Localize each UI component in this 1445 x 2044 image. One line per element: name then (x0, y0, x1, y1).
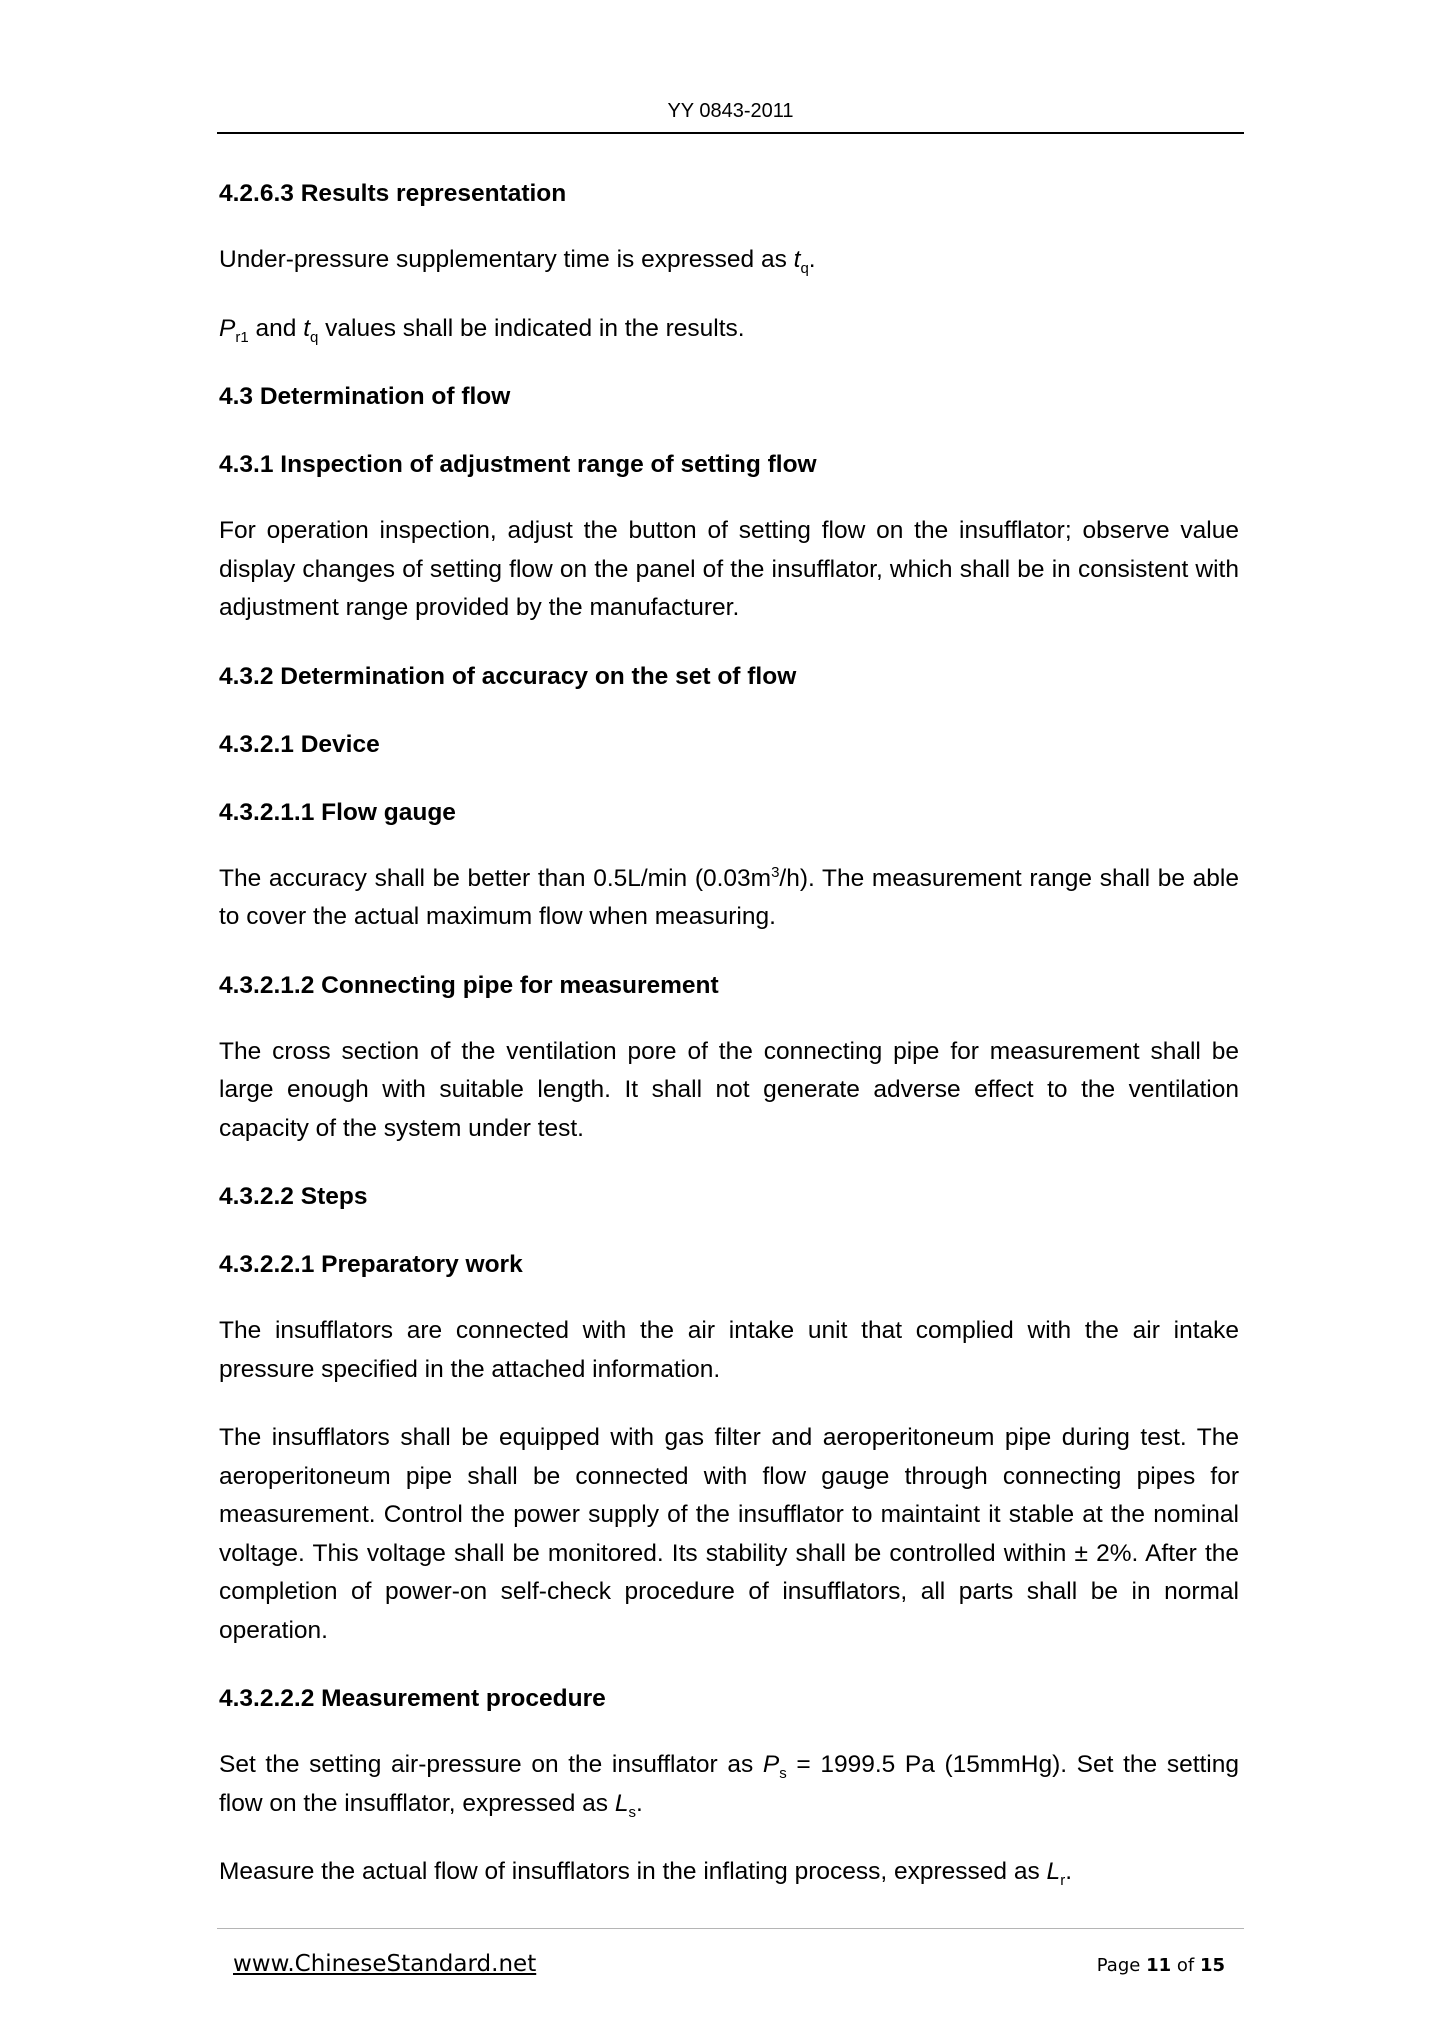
paragraph-adjustment-range: For operation inspection, adjust the button of setting flow on the insufflator; observe value display changes of setting flow on the panel of the insufflator, which shall be in consistent with adjustment range provided by the manufacturer. (219, 517, 1239, 621)
paragraph-results-2 (219, 310, 1239, 349)
page-number (1097, 1955, 1225, 1976)
footer-divider (217, 1928, 1244, 1929)
heading-4-3-2-2-2: 4.3.2.2.2 Measurement procedure (219, 1685, 606, 1712)
heading-4-3-2-2-1: 4.3.2.2.1 Preparatory work (219, 1251, 523, 1278)
variable-l: L (614, 1789, 629, 1817)
variable-l: L (1046, 1858, 1061, 1885)
text-fragment: Measure the actual flow of insufflators in the inflating process, expressed as (219, 1858, 1047, 1885)
text-fragment: . (636, 1789, 643, 1817)
superscript-3: 3 (771, 863, 780, 881)
heading-4-3-2-1-1: 4.3.2.1.1 Flow gauge (219, 798, 456, 826)
variable-t: t (793, 246, 801, 273)
variable-p: P (219, 314, 236, 342)
document-body (219, 175, 1239, 1892)
document-code: YY 0843-2011 (667, 100, 794, 122)
paragraph-flow-gauge (219, 860, 1239, 937)
page-total: 15 (1199, 1955, 1225, 1976)
text-fragment: Under-pressure supplementary time is expressed as (219, 246, 794, 273)
heading-4-3-1: 4.3.1 Inspection of adjustment range of setting flow (219, 451, 817, 478)
paragraph-results-1 (219, 241, 1239, 280)
variable-t: t (303, 314, 310, 342)
text-fragment: . (1065, 1858, 1072, 1885)
heading-4-3-2-1-2: 4.3.2.1.2 Connecting pipe for measurement (219, 971, 719, 999)
page-header (217, 100, 1244, 134)
subscript-r1: r1 (235, 328, 249, 346)
subscript-q: q (310, 328, 319, 346)
paragraph-connecting-pipe: The cross section of the ventilation pore of the connecting pipe for measurement shall be large enough with suitable length. It shall not generate adverse effect to the ventilation capacity of the system under test. (219, 1037, 1239, 1142)
heading-4-3-2: 4.3.2 Determination of accuracy on the set of flow (219, 662, 797, 690)
text-fragment: The accuracy shall be better than 0.5L/min (0.03m (219, 864, 772, 892)
paragraph-measurement-1 (219, 1746, 1239, 1823)
heading-4-3-2-2: 4.3.2.2 Steps (219, 1183, 368, 1210)
text-fragment: . (808, 246, 816, 273)
text-fragment: /h). The measurement range shall be able to cover the actual maximum flow when measuring. (219, 864, 1239, 930)
text-fragment: = 1999.5 Pa (15mmHg). Set the setting flow on the insufflator, expressed as (219, 1751, 1239, 1817)
paragraph-measurement-2 (219, 1853, 1239, 1892)
paragraph-preparatory-2: The insufflators shall be equipped with gas filter and aeroperitoneum pipe during test. The aeroperitoneum pipe shall be connected with flow gauge through connecting pipes for measurement. Control the power supply of the insufflator to maintaint it stable at the nominal voltage. This voltage shall be monitored. Its stability shall be controlled within ± 2%. After the completion of power-on self-check procedure of insufflators, all parts shall be in normal operation. (219, 1424, 1239, 1644)
heading-4-3: 4.3 Determination of flow (219, 383, 511, 410)
variable-p: P (762, 1751, 780, 1778)
text-fragment: and (248, 314, 304, 342)
text-fragment: Set the setting air-pressure on the insufflator as (219, 1751, 763, 1778)
page-of: of (1171, 1955, 1200, 1976)
text-fragment: values shall be indicated in the results. (318, 314, 745, 342)
paragraph-preparatory-1: The insufflators are connected with the air intake unit that complied with the air intake pressure specified in the attached information. (219, 1317, 1239, 1383)
subscript-s: s (628, 1803, 637, 1821)
subscript-q: q (800, 259, 809, 277)
heading-4-3-2-1: 4.3.2.1 Device (219, 730, 380, 758)
page-current: 11 (1146, 1955, 1172, 1976)
footer-website-link[interactable]: www.ChineseStandard.net (233, 1951, 537, 1977)
subscript-s: s (779, 1764, 787, 1782)
heading-4-2-6-3: 4.2.6.3 Results representation (219, 180, 567, 207)
subscript-r: r (1060, 1871, 1066, 1889)
page-word: Page (1096, 1955, 1147, 1976)
